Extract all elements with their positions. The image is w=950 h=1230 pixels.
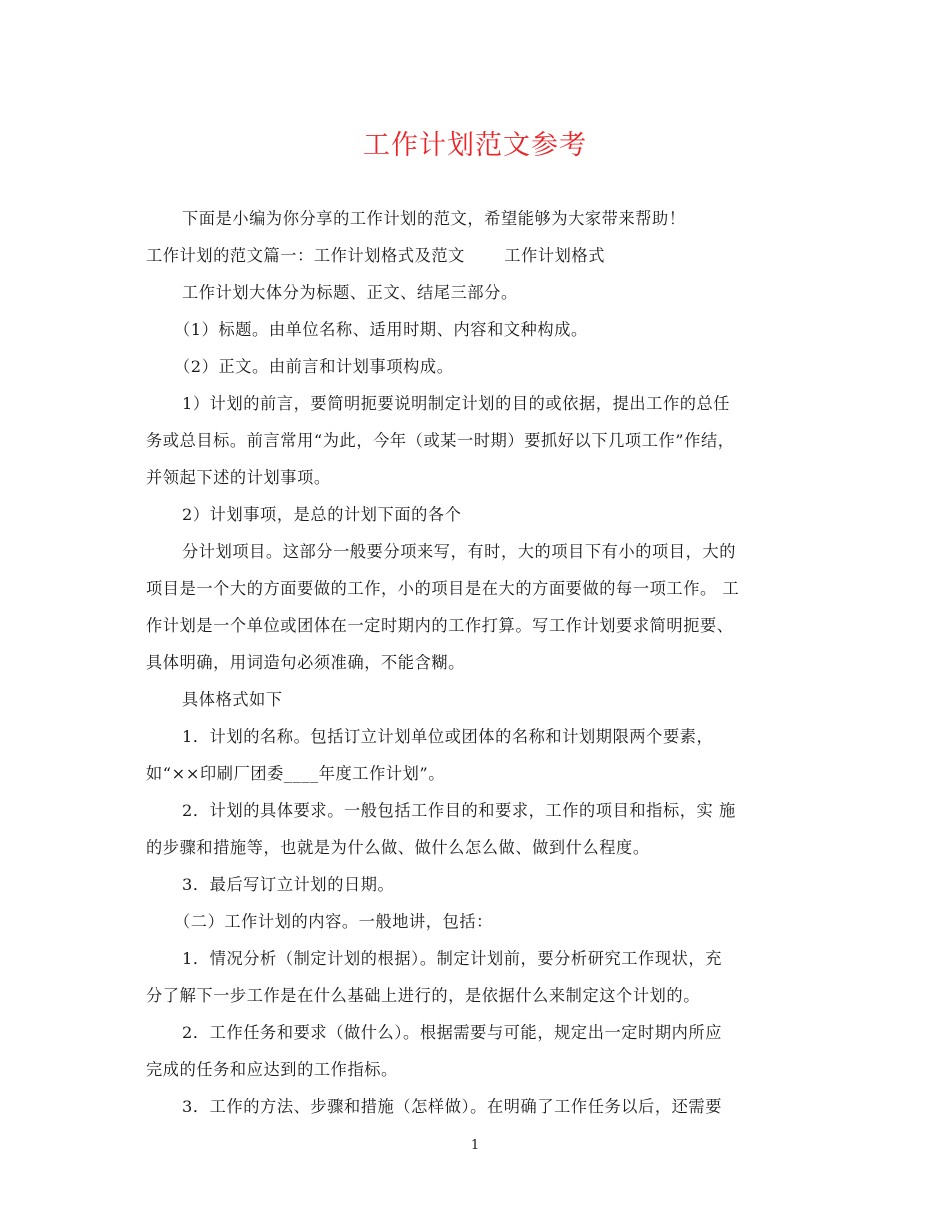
paragraph-line: 2．工作任务和要求（做什么）。根据需要与可能，规定出一定时期内所应	[182, 1023, 722, 1042]
paragraph-line: 工作计划大体分为标题、正文、结尾三部分。	[182, 283, 518, 302]
paragraph-line: 完成的任务和应达到的工作指标。	[146, 1060, 398, 1079]
paragraph-line: 分计划项目。这部分一般要分项来写，有时，大的项目下有小的项目，大的	[182, 542, 736, 561]
paragraph-line: 如“××印刷厂团委____年度工作计划”。	[146, 764, 446, 783]
paragraph-line: 分了解下一步工作是在什么基础上进行的，是依据什么来制定这个计划的。	[146, 986, 700, 1005]
page-number: 1	[470, 1138, 480, 1153]
paragraph-line: 下面是小编为你分享的工作计划的范文，希望能够为大家带来帮助！	[182, 209, 686, 228]
paragraph-line: 务或总目标。前言常用“为此，今年（或某一时期）要抓好以下几项工作”作结，	[146, 431, 735, 450]
paragraph-line: 2．计划的具体要求。一般包括工作目的和要求，工作的项目和指标，实 施	[182, 801, 736, 820]
paragraph-line: 1．情况分析（制定计划的根据）。制定计划前，要分析研究工作现状，充	[182, 949, 722, 968]
paragraph-line: 具体明确，用词造句必须准确，不能含糊。	[146, 653, 465, 672]
paragraph-line: 工作计划的范文篇一：工作计划格式及范文 工作计划格式	[146, 246, 606, 265]
paragraph-line: （2）正文。由前言和计划事项构成。	[174, 357, 454, 376]
paragraph-line: 项目是一个大的方面要做的工作，小的项目是在大的方面要做的每一项工作。 工	[146, 579, 740, 598]
paragraph-line: 作计划是一个单位或团体在一定时期内的工作打算。写工作计划要求简明扼要、	[146, 616, 734, 635]
paragraph-line: 1）计划的前言，要简明扼要说明制定计划的目的或依据，提出工作的总任	[182, 394, 731, 413]
paragraph-line: （1）标题。由单位名称、适用时期、内容和文种构成。	[174, 320, 588, 339]
paragraph-line: 3．工作的方法、步骤和措施（怎样做）。在明确了工作任务以后，还需要	[182, 1097, 722, 1116]
paragraph-line: 并领起下述的计划事项。	[146, 468, 331, 487]
paragraph-line: 1．计划的名称。包括订立计划单位或团体的名称和计划期限两个要素，	[182, 727, 714, 746]
paragraph-line: 具体格式如下	[182, 690, 283, 709]
document-body	[146, 200, 806, 1125]
paragraph-line: 的步骤和措施等，也就是为什么做、做什么怎么做、做到什么程度。	[146, 838, 650, 857]
paragraph-line: 2）计划事项，是总的计划下面的各个	[182, 505, 462, 524]
document-title: 工作计划范文参考	[363, 130, 587, 161]
paragraph-line: （二）工作计划的内容。一般地讲，包括：	[174, 912, 493, 931]
paragraph-line: 3．最后写订立计划的日期。	[182, 875, 395, 894]
